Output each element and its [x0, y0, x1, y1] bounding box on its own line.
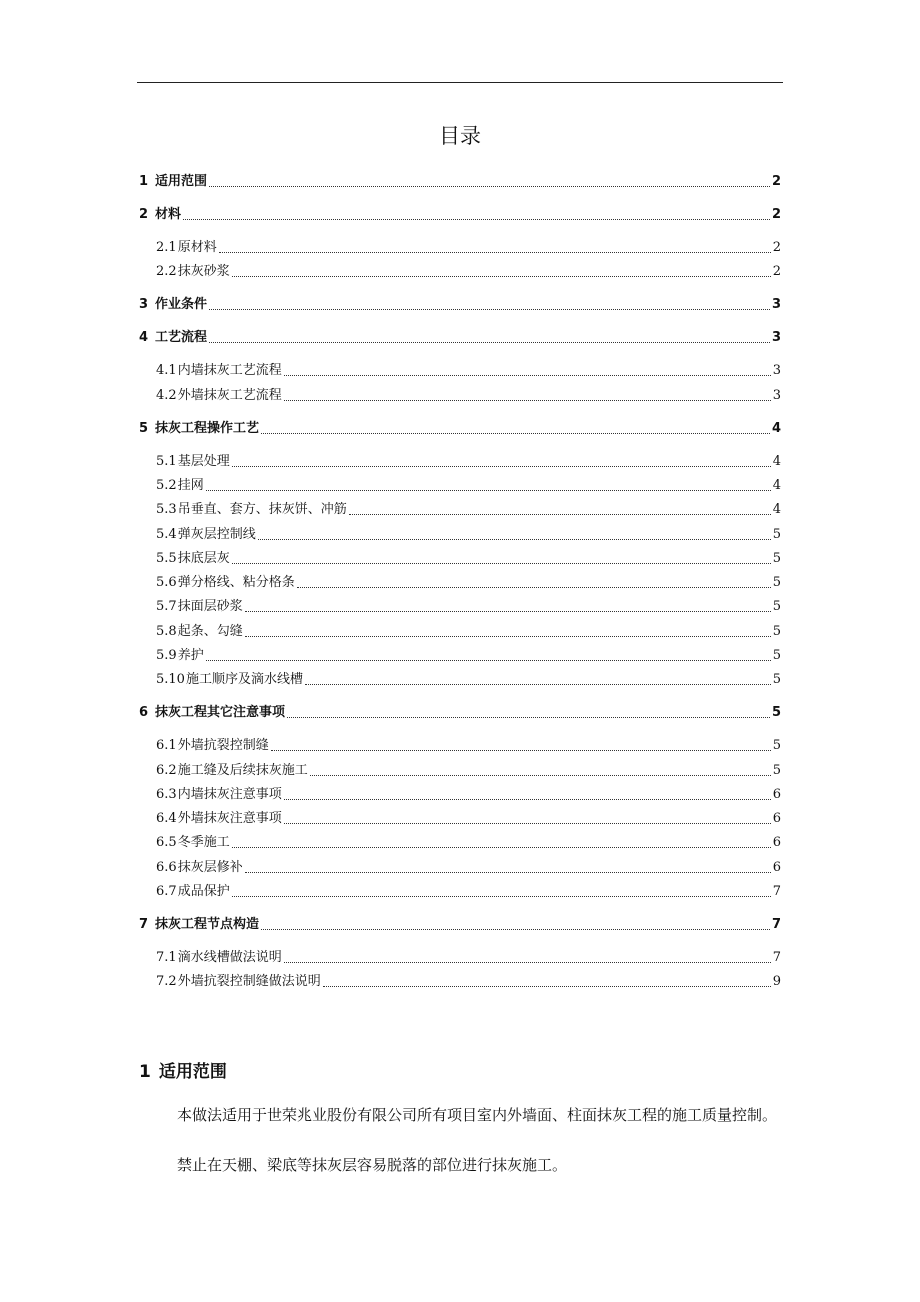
dot-leader [232, 275, 771, 277]
toc-entry-section[interactable] [156, 946, 781, 966]
dot-leader [261, 432, 770, 434]
paragraph: 本做法适用于世荣兆业股份有限公司所有项目室内外墙面、柱面抹灰工程的施工质量控制。 [177, 1106, 778, 1124]
toc-entry-page: 7 [772, 950, 781, 965]
toc-entry-number: 3 [139, 297, 149, 312]
dot-leader [284, 374, 771, 376]
toc-entry-number: 7.1 [156, 950, 177, 965]
toc-entry-page: 5 [772, 763, 781, 778]
toc-entry-title: 弹分格线、粘分格条 [177, 575, 295, 590]
toc-entry-section[interactable] [156, 644, 781, 664]
toc-entry-title: 工艺流程 [155, 330, 208, 345]
toc-entry-title: 挂网 [177, 478, 204, 493]
toc-entry-number: 5.5 [156, 551, 177, 566]
toc-entry-number: 6.2 [156, 763, 177, 778]
toc-entry-number: 5.8 [156, 624, 177, 639]
toc-entry-section[interactable] [156, 547, 781, 567]
toc-entry-number: 5.10 [156, 672, 185, 687]
toc-entry-section[interactable] [156, 571, 781, 591]
toc-entry-title: 外墙抹灰工艺流程 [177, 388, 282, 403]
toc-entry-number: 5 [139, 421, 149, 436]
dot-leader [271, 749, 771, 751]
toc-entry-title: 冬季施工 [177, 835, 230, 850]
toc-entry-section[interactable] [156, 359, 781, 379]
toc-entry-section[interactable] [156, 856, 781, 876]
toc-entry-section[interactable] [156, 783, 781, 803]
toc-entry-number: 2.2 [156, 264, 177, 279]
dot-leader [284, 798, 771, 800]
toc-entry-page: 2 [771, 207, 781, 222]
toc-entry-title: 成品保护 [177, 884, 230, 899]
toc-entry-section[interactable] [156, 498, 781, 518]
toc-entry-section[interactable] [156, 474, 781, 494]
toc-entry-title: 抹底层灰 [177, 551, 230, 566]
toc-entry-page: 4 [772, 454, 781, 469]
toc-entry-title: 内墙抹灰工艺流程 [177, 363, 282, 378]
toc-entry-page: 4 [771, 421, 781, 436]
toc-entry-number: 7.2 [156, 974, 177, 989]
toc-entry-number: 6.5 [156, 835, 177, 850]
toc-entry-section[interactable] [156, 260, 781, 280]
toc-entry-section[interactable] [156, 759, 781, 779]
toc-entry-section[interactable] [156, 880, 781, 900]
toc-entry-title: 抹灰工程操作工艺 [155, 421, 260, 436]
toc-entry-title: 施工顺序及滴水线槽 [185, 672, 303, 687]
toc-entry-page: 6 [772, 860, 781, 875]
dot-leader [232, 846, 771, 848]
toc-entry-page: 3 [771, 330, 781, 345]
toc-entry-page: 5 [772, 672, 781, 687]
toc-entry-number: 1 [139, 174, 149, 189]
dot-leader [183, 218, 770, 220]
toc-entry-page: 4 [772, 502, 781, 517]
toc-entry-title: 基层处理 [177, 454, 230, 469]
toc-entry-title: 材料 [155, 207, 182, 222]
toc-entry-title: 抹灰砂浆 [177, 264, 230, 279]
section-number: 1 [139, 1062, 151, 1082]
toc-entry-number: 5.1 [156, 454, 177, 469]
dot-leader [209, 341, 770, 343]
toc-entry-number: 6.1 [156, 738, 177, 753]
toc-entry-title: 起条、勾缝 [177, 624, 243, 639]
toc-entry-title: 外墙抗裂控制缝做法说明 [177, 974, 321, 989]
paragraph: 禁止在天棚、梁底等抹灰层容易脱落的部位进行抹灰施工。 [177, 1156, 568, 1174]
dot-leader [310, 774, 771, 776]
dot-leader [258, 538, 771, 540]
toc-entry-page: 4 [772, 478, 781, 493]
dot-leader [284, 399, 771, 401]
dot-leader [206, 659, 771, 661]
toc-title: 目录 [439, 124, 481, 148]
toc-entry-chapter[interactable] [139, 170, 781, 190]
toc-entry-title: 滴水线槽做法说明 [177, 950, 282, 965]
toc-entry-number: 5.6 [156, 575, 177, 590]
toc-entry-page: 6 [772, 811, 781, 826]
toc-entry-page: 5 [772, 648, 781, 663]
dot-leader [245, 635, 771, 637]
toc-entry-page: 5 [771, 705, 781, 720]
toc-entry-title: 外墙抗裂控制缝 [177, 738, 269, 753]
dot-leader [209, 308, 770, 310]
toc-entry-chapter[interactable] [139, 417, 781, 437]
toc-entry-section[interactable] [156, 807, 781, 827]
toc-entry-page: 3 [771, 297, 781, 312]
toc-entry-section[interactable] [156, 734, 781, 754]
toc-entry-chapter[interactable] [139, 293, 781, 313]
toc-entry-page: 6 [772, 787, 781, 802]
dot-leader [287, 716, 770, 718]
toc-entry-page: 2 [772, 240, 781, 255]
toc-entry-number: 6.3 [156, 787, 177, 802]
dot-leader [232, 895, 771, 897]
toc-entry-page: 5 [772, 624, 781, 639]
header-rule [137, 82, 783, 83]
toc-entry-section[interactable] [156, 668, 781, 688]
toc-entry-section[interactable] [156, 450, 781, 470]
toc-entry-chapter[interactable] [139, 701, 781, 721]
toc-entry-page: 5 [772, 551, 781, 566]
toc-entry-title: 养护 [177, 648, 204, 663]
dot-leader [206, 489, 771, 491]
dot-leader [305, 683, 771, 685]
toc-entry-title: 抹灰工程其它注意事项 [155, 705, 286, 720]
toc-entry-page: 9 [772, 974, 781, 989]
toc-entry-number: 5.7 [156, 599, 177, 614]
dot-leader [245, 610, 771, 612]
toc-entry-number: 6.6 [156, 860, 177, 875]
toc-entry-number: 2.1 [156, 240, 177, 255]
toc-entry-title: 作业条件 [155, 297, 208, 312]
section-title: 适用范围 [158, 1062, 227, 1082]
toc-entry-title: 抹灰层修补 [177, 860, 243, 875]
toc-entry-number: 4.1 [156, 363, 177, 378]
toc-entry-title: 外墙抹灰注意事项 [177, 811, 282, 826]
toc-entry-chapter[interactable] [139, 203, 781, 223]
toc-entry-page: 3 [772, 363, 781, 378]
toc-entry-page: 2 [772, 264, 781, 279]
section-heading [139, 1060, 227, 1084]
toc-entry-number: 5.3 [156, 502, 177, 517]
toc-entry-title: 抹灰工程节点构造 [155, 917, 260, 932]
toc-entry-chapter[interactable] [139, 326, 781, 346]
toc-entry-number: 6.7 [156, 884, 177, 899]
toc-entry-section[interactable] [156, 620, 781, 640]
toc-entry-page: 3 [772, 388, 781, 403]
toc-entry-page: 5 [772, 599, 781, 614]
toc-entry-chapter[interactable] [139, 913, 781, 933]
toc-entry-title: 施工缝及后续抹灰施工 [177, 763, 308, 778]
dot-leader [261, 928, 770, 930]
dot-leader [323, 985, 771, 987]
dot-leader [349, 513, 771, 515]
dot-leader [284, 961, 771, 963]
toc-entry-page: 2 [771, 174, 781, 189]
toc-entry-number: 6 [139, 705, 149, 720]
toc-entry-number: 5.4 [156, 527, 177, 542]
toc-entry-title: 原材料 [177, 240, 217, 255]
dot-leader [219, 251, 771, 253]
dot-leader [232, 562, 771, 564]
toc-entry-number: 4 [139, 330, 149, 345]
toc-entry-title: 抹面层砂浆 [177, 599, 243, 614]
dot-leader [209, 185, 770, 187]
toc-entry-title: 吊垂直、套方、抹灰饼、冲筋 [177, 502, 347, 517]
toc-entry-page: 5 [772, 575, 781, 590]
toc-entry-title: 内墙抹灰注意事项 [177, 787, 282, 802]
toc-entry-page: 5 [772, 527, 781, 542]
toc-entry-number: 4.2 [156, 388, 177, 403]
toc-entry-number: 5.9 [156, 648, 177, 663]
toc-entry-page: 7 [771, 917, 781, 932]
toc-entry-page: 7 [772, 884, 781, 899]
toc-entry-section[interactable] [156, 595, 781, 615]
toc-entry-section[interactable] [156, 236, 781, 256]
toc-entry-page: 6 [772, 835, 781, 850]
toc-entry-section[interactable] [156, 970, 781, 990]
toc-entry-title: 弹灰层控制线 [177, 527, 256, 542]
dot-leader [232, 465, 771, 467]
toc-entry-number: 6.4 [156, 811, 177, 826]
toc-entry-section[interactable] [156, 523, 781, 543]
toc-entry-number: 7 [139, 917, 149, 932]
toc-entry-page: 5 [772, 738, 781, 753]
dot-leader [297, 586, 771, 588]
toc-entry-number: 5.2 [156, 478, 177, 493]
dot-leader [245, 871, 771, 873]
toc-entry-section[interactable] [156, 831, 781, 851]
toc-entry-number: 2 [139, 207, 149, 222]
dot-leader [284, 822, 771, 824]
toc-entry-section[interactable] [156, 384, 781, 404]
toc-entry-title: 适用范围 [155, 174, 208, 189]
